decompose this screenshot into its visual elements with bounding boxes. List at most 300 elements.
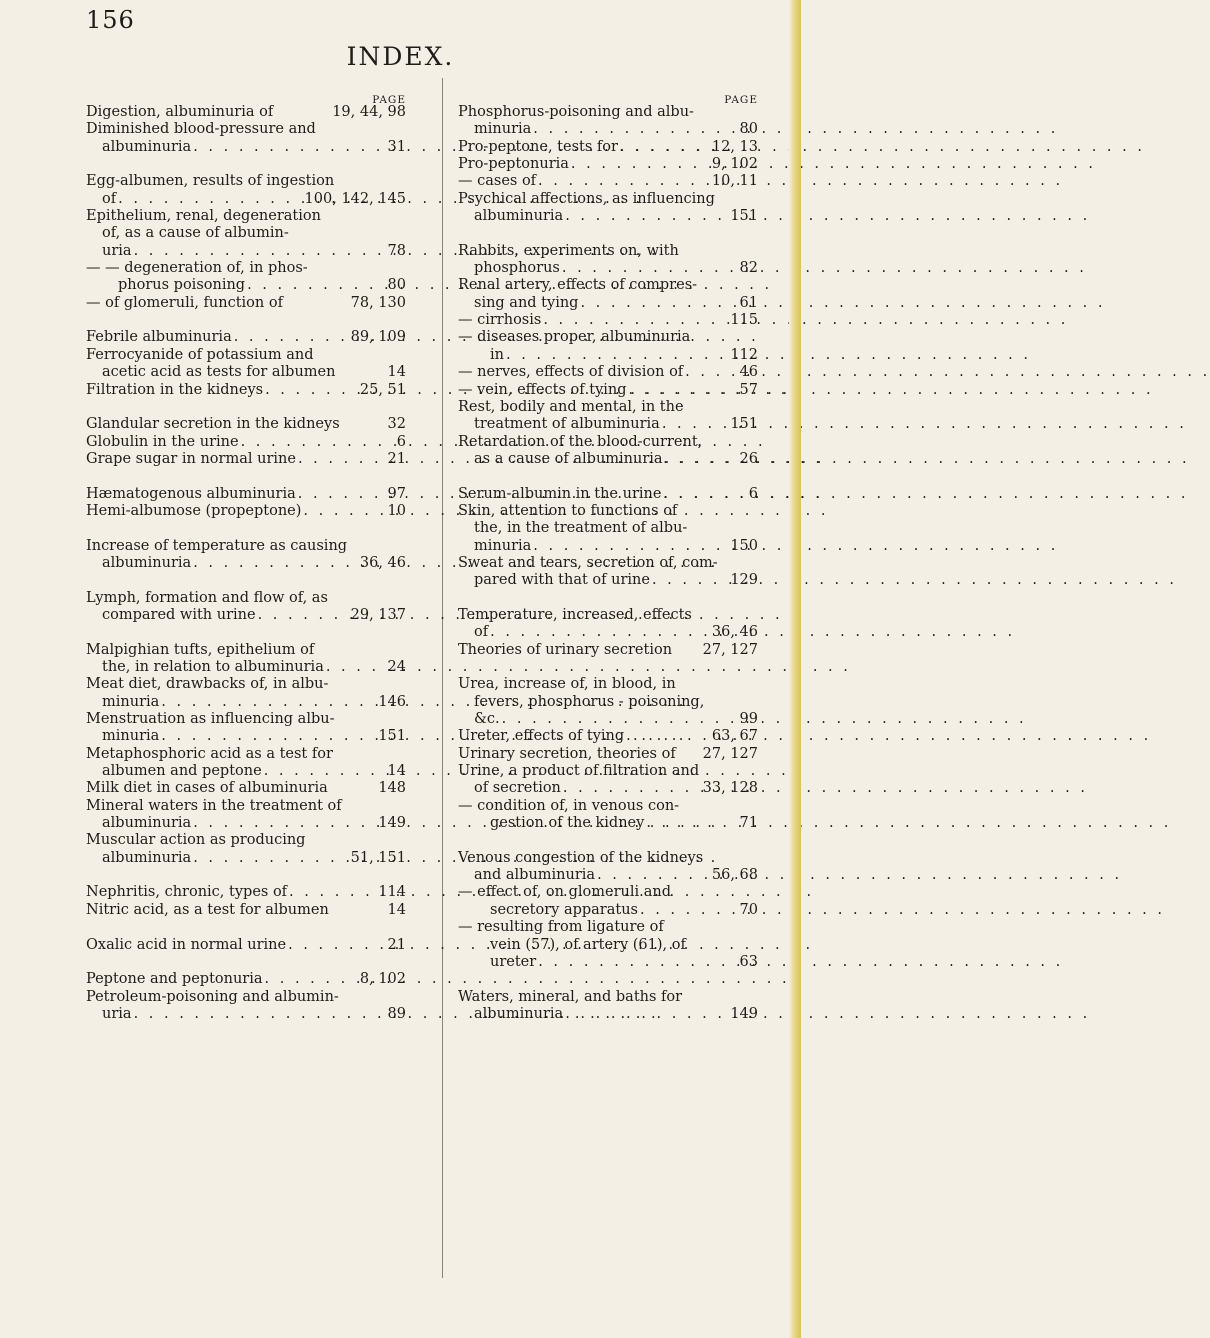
page-reference: 70 [739, 901, 758, 918]
page-reference: 61 [739, 294, 758, 311]
page-reference: 6 [748, 485, 758, 502]
index-entry [86, 884, 406, 901]
entry-term: — cirrhosis [458, 312, 542, 329]
entry-term: gestion of the kidney [490, 815, 645, 832]
entry-text-line: Lymph, formation and flow of, as [86, 589, 328, 606]
entry-term: — nerves, effects of division of [458, 364, 684, 381]
entry-term: ureter [490, 953, 537, 970]
entry-last-line [458, 364, 758, 381]
page-reference: 149 [378, 815, 406, 832]
entry-term: Pro-peptone, tests for [458, 138, 618, 155]
entry-last-line [458, 954, 758, 971]
entry-term: Serum-albumin in the urine [458, 485, 662, 502]
dot-leader [191, 555, 360, 572]
page-reference: 89, 109 [350, 329, 406, 346]
entry-last-line [458, 867, 758, 884]
dot-leader [644, 815, 739, 832]
entry-last-line [458, 728, 758, 745]
page-reference: 8, 102 [359, 971, 406, 988]
entry-text-line: Retardation of the blood-current, [458, 433, 703, 450]
entry-term: Febrile albuminuria [86, 329, 232, 346]
entry-last-line [458, 572, 758, 589]
page-reference: 36, 46 [711, 624, 758, 641]
dot-leader [663, 451, 740, 468]
entry-last-line [86, 434, 406, 451]
index-entry [86, 295, 406, 312]
entry-last-line [458, 815, 758, 832]
index-entry [86, 416, 406, 433]
entry-last-line [86, 139, 406, 156]
page-reference: 80 [387, 277, 406, 294]
index-entry [86, 347, 406, 382]
entry-text-line: Sweat and tears, secretion of, com- [458, 554, 718, 571]
entry-last-line [458, 347, 758, 364]
entry-gap [86, 919, 406, 936]
entry-last-line [458, 156, 758, 173]
entry-gap [86, 468, 406, 485]
index-entry [458, 555, 758, 590]
entry-last-line [86, 104, 406, 121]
index-entry [458, 139, 758, 156]
entry-term: Pro-peptonuria [458, 156, 569, 173]
index-entry [458, 763, 758, 798]
page-reference: 63, 67 [711, 728, 758, 745]
index-entry [86, 746, 406, 781]
index-entry [86, 902, 406, 919]
index-entry [86, 329, 406, 346]
index-entry [458, 486, 758, 503]
dot-leader [595, 867, 712, 884]
dot-leader [239, 434, 397, 451]
entry-term: compared with urine [102, 606, 256, 623]
page-reference: 80 [739, 121, 758, 138]
entry-term: Digestion, albuminuria of [86, 104, 274, 120]
index-entry [458, 642, 758, 659]
index-entry [458, 364, 758, 381]
index-entry [458, 607, 758, 642]
index-entry [458, 382, 758, 399]
entry-last-line [86, 416, 406, 433]
entry-term: — cases of [458, 173, 537, 190]
page-reference: 100, 142, 145 [304, 190, 406, 207]
entry-last-line [86, 329, 406, 346]
entry-last-line [86, 382, 406, 399]
entry-term: Nitric acid, as a test for albumen [86, 901, 329, 918]
entry-text-line: Renal artery, effects of compres- [458, 277, 698, 294]
index-entry [86, 382, 406, 399]
dot-leader [563, 1006, 730, 1023]
dot-leader [569, 156, 712, 173]
index-entry [458, 277, 758, 312]
page-reference: 56, 68 [711, 867, 758, 884]
entry-term: minuria [474, 121, 532, 138]
page-reference: 21 [387, 936, 406, 953]
page-reference: 32 [387, 416, 406, 433]
page-reference: 150 [730, 537, 758, 554]
entry-last-line [86, 728, 406, 745]
entry-last-line [458, 902, 758, 919]
dot-leader [159, 728, 378, 745]
entry-term: — vein, effects of tying [458, 381, 627, 398]
entry-term: Nephritis, chronic, types of [86, 884, 288, 901]
entry-text-line: Increase of temperature as causing [86, 537, 348, 554]
entry-last-line [458, 208, 758, 225]
page-number: 156 [86, 6, 135, 34]
page-reference: 46 [739, 364, 758, 381]
dot-leader [488, 624, 712, 641]
dot-leader [245, 277, 387, 294]
entry-term: secretory apparatus [490, 901, 638, 918]
entry-term: uria [102, 242, 132, 259]
index-entry [458, 329, 758, 364]
page-reference: 89 [387, 1005, 406, 1022]
dot-leader [287, 884, 378, 901]
dot-leader [191, 815, 378, 832]
page-reference: 14 [387, 763, 406, 780]
entry-gap [86, 520, 406, 537]
index-entry [458, 243, 758, 278]
entry-term: of secretion [474, 780, 561, 797]
entry-term: Hæmatogenous albuminuria [86, 485, 296, 502]
index-entry [458, 884, 758, 919]
entry-gap [458, 659, 758, 676]
index-entry [86, 798, 406, 833]
entry-last-line [458, 312, 758, 329]
entry-last-line [86, 555, 406, 572]
page-reference: 149 [730, 1005, 758, 1022]
entry-term: &c. [474, 711, 500, 728]
dot-leader [296, 486, 388, 503]
page-reference: 10, 11 [711, 173, 758, 190]
entry-term: albumen and peptone [102, 763, 262, 780]
dot-leader [262, 763, 388, 780]
entry-last-line [86, 1006, 406, 1023]
page-reference: 115 [730, 312, 758, 329]
dot-leader [618, 139, 712, 156]
entry-text-line: Malpighian tufts, epithelium of [86, 641, 315, 658]
entry-last-line [458, 642, 758, 659]
index-entry [86, 937, 406, 954]
entry-last-line [86, 902, 406, 919]
dot-leader [660, 416, 731, 433]
entry-last-line [86, 503, 406, 520]
page-reference: 151 [378, 728, 406, 745]
entry-term: Grape sugar in normal urine [86, 450, 296, 467]
entry-term: in [490, 346, 504, 363]
index-entry [86, 971, 406, 988]
page-reference: 10 [387, 502, 406, 519]
dot-leader [541, 312, 730, 329]
entry-last-line [86, 694, 406, 711]
entry-last-line [86, 607, 406, 624]
entry-term: the, in relation to albuminuria [102, 659, 324, 675]
index-entry [86, 434, 406, 451]
entry-text-line: Epithelium, renal, degeneration [86, 208, 321, 225]
page-edge [789, 0, 801, 1338]
entry-text-line: Urine, a product of filtration and [458, 763, 700, 780]
dot-leader [296, 451, 388, 468]
entry-gap [86, 867, 406, 884]
entry-text-line: Venous congestion of the kidneys [458, 849, 704, 866]
entry-last-line [458, 121, 758, 138]
dot-leader [191, 139, 387, 156]
dot-leader [578, 295, 739, 312]
page-reference: 27, 127 [702, 745, 758, 762]
entry-term: albuminuria [102, 849, 192, 866]
entry-gap [86, 572, 406, 589]
dot-leader [661, 486, 748, 503]
entry-text-line: — diseases proper, albuminuria [458, 329, 691, 346]
dot-leader [286, 937, 387, 954]
dot-leader [536, 954, 739, 971]
entry-gap [86, 312, 406, 329]
entry-last-line [458, 746, 758, 763]
index-entry [86, 590, 406, 625]
entry-term: albuminuria [102, 138, 192, 155]
entry-last-line [86, 486, 406, 503]
index-entry [86, 486, 406, 503]
page-reference: 151 [730, 208, 758, 225]
page-reference: 14 [387, 901, 406, 918]
entry-text-line: Urea, increase of, in blood, in [458, 676, 676, 693]
dot-leader [132, 243, 388, 260]
page-reference: 148 [378, 780, 406, 797]
entry-gap [458, 971, 758, 988]
entry-gap [458, 225, 758, 242]
dot-leader [650, 572, 730, 589]
entry-term: albuminuria [474, 1005, 564, 1022]
column-heading-left: PAGE [372, 94, 406, 106]
index-entry [86, 989, 406, 1024]
index-entry [86, 104, 406, 121]
dot-leader [191, 850, 350, 867]
entry-term: pared with that of urine [474, 572, 650, 589]
page-reference: 71 [739, 815, 758, 832]
index-entry [86, 260, 406, 295]
entry-term: as a cause of albuminuria [474, 450, 663, 467]
index-entry [458, 312, 758, 329]
dot-leader [504, 347, 730, 364]
page-reference: 21 [387, 450, 406, 467]
entry-last-line [458, 295, 758, 312]
entry-last-line [86, 850, 406, 867]
entry-term: Hemi-albumose (propeptone) [86, 502, 302, 519]
dot-leader [560, 260, 740, 277]
entry-gap [458, 468, 758, 485]
entry-last-line [86, 277, 406, 294]
page-reference: 6 [396, 433, 406, 450]
entry-text-line: Muscular action as producing [86, 832, 306, 849]
entry-term: Peptone and peptonuria [86, 971, 263, 988]
page-reference: 114 [378, 884, 406, 901]
entry-last-line [86, 937, 406, 954]
entry-text-line: Temperature, increased, effects [458, 606, 692, 623]
index-entry [86, 173, 406, 208]
entry-term: and albuminuria [474, 867, 596, 884]
page-reference: 51, 151 [350, 849, 406, 866]
entry-text-line: vein (57), of artery (61), of [490, 936, 686, 953]
index-entry [458, 798, 758, 833]
page-reference: 25, 51 [359, 381, 406, 398]
entry-last-line [458, 382, 758, 399]
index-entry [458, 173, 758, 190]
entry-last-line [86, 451, 406, 468]
index-entry [86, 538, 406, 573]
entry-term: Ureter, effects of tying [458, 728, 625, 745]
entry-text-line: Waters, mineral, and baths for [458, 988, 683, 1005]
index-entry [86, 832, 406, 867]
index-entry [86, 642, 406, 677]
entry-term: — of glomeruli, function of [86, 294, 283, 311]
index-entry [86, 711, 406, 746]
entry-text-line: Petroleum-poisoning and albumin- [86, 988, 339, 1005]
entry-text-line: — — degeneration of, in phos- [86, 260, 308, 277]
entry-text-line: Psychical affections, as influencing [458, 190, 715, 207]
dot-leader [324, 659, 388, 676]
page-reference: 112 [730, 346, 758, 363]
entry-term: sing and tying [474, 294, 579, 311]
page-reference: 27, 127 [702, 641, 758, 658]
entry-text-line: — condition of, in venous con- [458, 797, 680, 814]
page-reference: 82 [739, 260, 758, 277]
entry-last-line [458, 173, 758, 190]
entry-text-line: fevers, phosphorus - poisoning, [474, 693, 705, 710]
page-reference: 29, 137 [350, 606, 406, 623]
entry-text-line: Mineral waters in the treatment of [86, 797, 342, 814]
entry-term: albuminuria [102, 815, 192, 832]
entry-last-line [458, 624, 758, 641]
index-column-left [86, 94, 406, 1023]
dot-leader [232, 329, 351, 346]
entry-text-line: Skin, attention to functions of [458, 502, 678, 519]
entry-last-line [458, 538, 758, 555]
entry-text-line: Ferrocyanide of potassium and [86, 346, 314, 363]
entry-last-line [86, 763, 406, 780]
dot-leader [263, 971, 360, 988]
index-entry [458, 399, 758, 434]
page-reference: 33, 128 [702, 780, 758, 797]
entry-last-line [86, 295, 406, 312]
index-entry [458, 503, 758, 555]
page-reference: 24 [387, 659, 406, 675]
entry-last-line [458, 451, 758, 468]
entry-last-line [86, 243, 406, 260]
dot-leader [683, 364, 739, 381]
entry-term: Globulin in the urine [86, 433, 239, 450]
entry-text-line: Egg-albumen, results of ingestion [86, 173, 335, 190]
entry-text-line: Meat diet, drawbacks of, in albu- [86, 676, 329, 693]
entry-term: phosphorus [474, 260, 560, 277]
entry-text-line: Phosphorus-poisoning and albu- [458, 104, 694, 120]
index-entry [458, 919, 758, 971]
entry-gap [86, 624, 406, 641]
entry-last-line [458, 1006, 758, 1023]
page-reference: 129 [730, 572, 758, 589]
entry-last-line [86, 815, 406, 832]
entry-gap [458, 590, 758, 607]
index-entry [458, 989, 758, 1024]
page-reference: 12, 13 [711, 138, 758, 155]
entry-text-line: of, as a cause of albumin- [102, 225, 289, 242]
page-reference: 31 [387, 138, 406, 155]
index-entry [86, 676, 406, 711]
entry-text-line: the, in the treatment of albu- [474, 520, 688, 537]
page-reference: 78 [387, 242, 406, 259]
entry-term: Urinary secretion, theories of [458, 745, 676, 762]
entry-last-line [458, 780, 758, 797]
entry-last-line [458, 416, 758, 433]
entry-term: albuminuria [102, 554, 192, 571]
entry-text-line: Metaphosphoric acid as a test for [86, 745, 333, 762]
entry-gap [86, 954, 406, 971]
page-reference: 26 [739, 450, 758, 467]
entry-last-line [86, 884, 406, 901]
index-entry [86, 503, 406, 520]
entry-term: phorus poisoning [118, 277, 246, 294]
dot-leader [563, 208, 730, 225]
page-reference: 97 [387, 485, 406, 502]
page-reference: 146 [378, 693, 406, 710]
dot-leader [500, 711, 740, 728]
page-reference: 14 [387, 364, 406, 381]
entry-text-line: — resulting from ligature of [458, 919, 664, 936]
entry-term: uria [102, 1005, 132, 1022]
entry-term: acetic acid as tests for albumen [102, 364, 336, 381]
entry-last-line [458, 260, 758, 277]
dot-leader [531, 121, 739, 138]
dot-leader [116, 191, 304, 208]
index-entry [86, 121, 406, 156]
entry-term: Milk diet in cases of albuminuria [86, 780, 328, 797]
entry-term: albuminuria [474, 208, 564, 225]
page-reference: 63 [739, 953, 758, 970]
dot-leader [531, 538, 730, 555]
entry-term: minuria [102, 693, 160, 710]
dot-leader [638, 902, 740, 919]
index-entry [458, 434, 758, 469]
page-reference: 151 [730, 416, 758, 433]
page-reference: 9, 102 [711, 156, 758, 173]
dot-leader [627, 382, 740, 399]
entry-term: treatment of albuminuria [474, 416, 660, 433]
index-entry [458, 104, 758, 139]
index-entry [86, 208, 406, 260]
page-reference: 36, 46 [359, 554, 406, 571]
entry-text-line: Menstruation as influencing albu- [86, 711, 335, 728]
dot-leader [256, 607, 351, 624]
index-entry [458, 156, 758, 173]
entry-term: Filtration in the kidneys [86, 381, 264, 398]
dot-leader [624, 728, 712, 745]
entry-term: Oxalic acid in normal urine [86, 936, 287, 953]
entry-term: of [102, 190, 117, 207]
entry-text-line: Diminished blood-pressure and [86, 121, 316, 138]
column-heading-right: PAGE [724, 94, 758, 106]
entry-term: of [474, 624, 489, 641]
dot-leader [159, 694, 378, 711]
entry-last-line [86, 364, 406, 381]
entry-last-line [86, 659, 406, 676]
entry-term: minuria [102, 728, 160, 745]
dot-leader [536, 173, 712, 190]
entry-last-line [458, 139, 758, 156]
entry-gap [458, 832, 758, 849]
running-head: INDEX. [346, 42, 455, 71]
entry-text-line: Rest, bodily and mental, in the [458, 398, 684, 415]
index-entry [86, 780, 406, 797]
entry-term: Glandular secretion in the kidneys [86, 416, 340, 433]
page-reference: 78, 130 [350, 294, 406, 311]
